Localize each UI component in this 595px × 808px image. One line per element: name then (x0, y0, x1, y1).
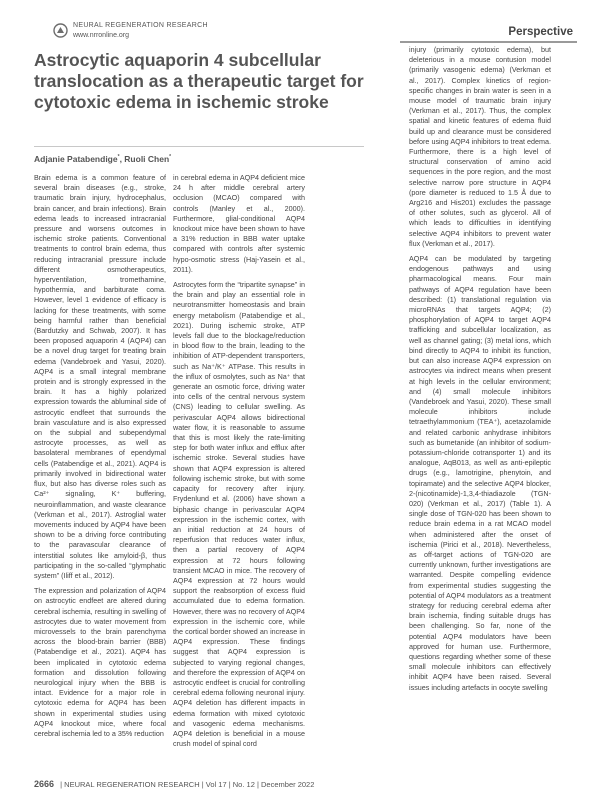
corresponding-mark: * (169, 154, 172, 161)
text-column-1 (34, 173, 166, 785)
footer-separator: | (256, 780, 259, 789)
text-column-2 (173, 173, 305, 785)
article-title: Astrocytic aquaporin 4 subcellular translocation as a therapeutic target for cytotoxic edema in ischemic stroke (34, 50, 364, 112)
body-paragraph: injury (primarily cytotoxic edema), but deleterious in a mouse contusion model (primarily vasogenic edema) (Verkman et al., 2017). Complex kinetics of region-specific changes in brain water is seen in a mouse model of traumatic brain injury (Verkman et al., 2017). Thus, the complex spatial and kinetic features of edema fluid build up and clearance must be considered before using AQP4 inhibitors to treat edema. Furthermore, there is a high level of structural conservation of amino acid sequences in the pore region, and the most selective narrow pore structure in AQP4 (pore diameter is reduced to 1.5 Å due to Arg216 and His201) excludes the passage of other solutes, such as glycerol. All of which leads to difficulties in identifying selective AQP4 inhibitors to prevent water flux (Verkman et al., 2017). (409, 45, 551, 248)
footer-separator: | (60, 780, 63, 789)
header-rule (400, 41, 577, 43)
body-paragraph: Brain edema is a common feature of several brain diseases (e.g., stroke, traumatic brain injury, hydrocephalus, brain cancer, and brain infections). Brain edema leads to increased intracranial pressure and worsens outcomes in ischemic stroke patients. Conventional treatments to control brain edema, thus reducing intracranial pressure include different osmotherapeutics, hyperventilation, tromethamine, hypothermia, and barbiturate coma. However, level 1 evidence of efficacy is lacking for these treatments, with some being harmful rather than beneficial (Bardutzky and Schwab, 2007). It has been proposed aquaporin 4 (AQP4) can be a novel drug target for treating brain edema (Vandebroek and Yasui, 2020). AQP4 is a small integral membrane protein and is strongly expressed in the brain. It has a highly polarized expression towards the abluminal side of astrocytic endfeet that surrounds the brain vasculature and is also expressed on the subpial and subependymal astrocyte processes, as well as basolateral membranes of ependymal cells (Patabendige et al., 2021). AQP4 is primarily involved in bidirectional water flux, but also has diverse roles such as Ca²⁺ signaling, K⁺ buffering, neuroinflammation, and waste clearance (Verkman et al., 2017). Astroglial water movements induced by AQP4 have been shown to be a driving force contributing to the paravascular clearance of interstitial solutes like amyloid-β, thus participating in the so-called “glymphatic system” (Iliff et al., 2012). (34, 173, 166, 580)
journal-logo-icon (53, 23, 68, 38)
footer-journal: NEURAL REGENERATION RESEARCH (64, 780, 200, 789)
page-number: 2666 (34, 779, 55, 789)
footer-date: December 2022 (261, 780, 315, 789)
author-name: Adjanie Patabendige (34, 154, 118, 164)
section-label: Perspective (508, 26, 573, 38)
author-separator: , (119, 154, 125, 164)
text-column-3 (409, 45, 551, 785)
footer-volume: Vol 17 (205, 780, 227, 789)
page-footer (34, 779, 314, 789)
title-divider (34, 146, 364, 147)
footer-issue: No. 12 (232, 780, 255, 789)
body-paragraph: in cerebral edema in AQP4 deficient mice 24 h after middle cerebral artery occlusion (MCAO) compared with controls (Manley et al., 2000). Furthermore, glial-conditional AQP4 knockout mice have been shown to have a 31% reduction in BBB water uptake compared with controls after systemic hypo-osmotic stress (Haj-Yasein et al., 2011). (173, 173, 305, 274)
footer-separator: | (201, 780, 204, 789)
corresponding-mark: * (117, 154, 120, 161)
footer-separator: | (228, 780, 231, 789)
body-paragraph: AQP4 can be modulated by targeting endogenous pathways and using pharmacological means. Four main pathways of AQP4 regulation have been described: (1) translational regulation via microRNAs that targets AQP4; (2) phosphorylation of AQP4 to target AQP4 trafficking and subcellular localization, as well as channel gating; (3) metal ions, which bind directly to AQP4 to inhibit its function, but can also increase AQP4 expression on astrocytes via indirect means when present at high levels in the cellular environment; and (4) small molecule inhibitors (Vandebroek and Yasui, 2020). These small molecule inhibitors include tetraethylammonium (TEA⁺), acetazolamide and related carbonic anhydrase inhibitors such as bumetanide (an inhibitor of sodium-potassium-chloride cotransporter 1) and its analogue, AqB013, as well as anti-epileptic drugs (e.g., lamotrigine, phenytoin, and topiramate) and the selective AQP4 blocker, 2-(nicotinamide)-1,3,4-thiadiazole (TGN-020) (Verkman et al., 2017) (Table 1). A single dose of TGN-020 has been shown to reduce brain edema in a rat MCAO model when administered after the onset of ischemia (Pirici et al., 2018). Nevertheless, as off-target actions of TGN-020 are currently unknown, further investigations are warranted. Despite compelling evidence from experimental studies suggesting the potential of AQP4 modulators as a treatment strategy for reducing cerebral edema after brain ischemia, finding suitable drugs has been challenging. So far, none of the potential AQP4 modulators have been approved for human use. Furthermore, questions regarding whether some of these small molecule inhibitors can effectively inhibit AQP4 have been raised. Several issues including artefacts in oocyte swelling (409, 254, 551, 692)
author-line (34, 154, 171, 164)
body-paragraph: Astrocytes form the “tripartite synapse” in the brain and play an essential role in neurotransmitter homeostasis and brain energy metabolism (Patabendige et al., 2021). During ischemic stroke, ATP levels fall due to the blockage/reduction in blood flow to the brain, leading to the inhibition of ATP-dependent transporters, such as Na⁺/K⁺ ATPase. This results in the influx of osmolytes, such as Na⁺ that generate an osmotic force, driving water into cells of the central nervous system (CNS) leading to cellular swelling. As perivascular AQP4 allows bidirectional water flow, it is reasonable to assume that this is most likely the rate-limiting step for both water influx and efflux after ischemic stroke. Several studies have shown that AQP4 expression is altered following ischemic stroke, but with some capacity for recovery after injury. Frydenlund et al. (2006) have shown a biphasic change in perivascular AQP4 expression in the ischemic cortex, with an initial reduction at 24 hours of reperfusion that reduces water influx, then a partial recovery of AQP4 expression at 72 hours following transient MCAO in mice. The recovery of AQP4 expression at 72 hours would support the reabsorption of excess fluid accumulated due to edema formation. However, there was no recovery of AQP4 expression in the ischemic core, while the cortical border showed an increase in AQP4 expression. These findings suggest that AQP4 expression is subjected to varying regional changes, and therefore the expression of AQP4 on astrocytic endfeet is crucial for controlling cerebral edema following neuronal injury. AQP4 deletion has different impacts in edema formation with mixed cytotoxic and vasogenic edema mechanisms. AQP4 deletion is beneficial in a mouse crush model of spinal cord (173, 280, 305, 749)
journal-name: NEURAL REGENERATION RESEARCH (73, 22, 208, 29)
body-paragraph: The expression and polarization of AQP4 on astrocytic endfeet are altered during cerebral ischemia, resulting in swelling of astrocytes due to water movement from microvessels to the brain parenchyma across the blood-brain barrier (BBB) (Patabendige et al., 2021). AQP4 has been implicated in cytotoxic edema formation and dissolution following neurological injury when the BBB is intact. Evidence for a major role in cytotoxic edema for AQP4 has been shown in experimental studies using AQP4 knockout mice, where focal cerebral ischemia led to a 35% reduction (34, 586, 166, 738)
author-name: Ruoli Chen (124, 154, 170, 164)
journal-url[interactable]: www.nrronline.org (73, 32, 130, 39)
